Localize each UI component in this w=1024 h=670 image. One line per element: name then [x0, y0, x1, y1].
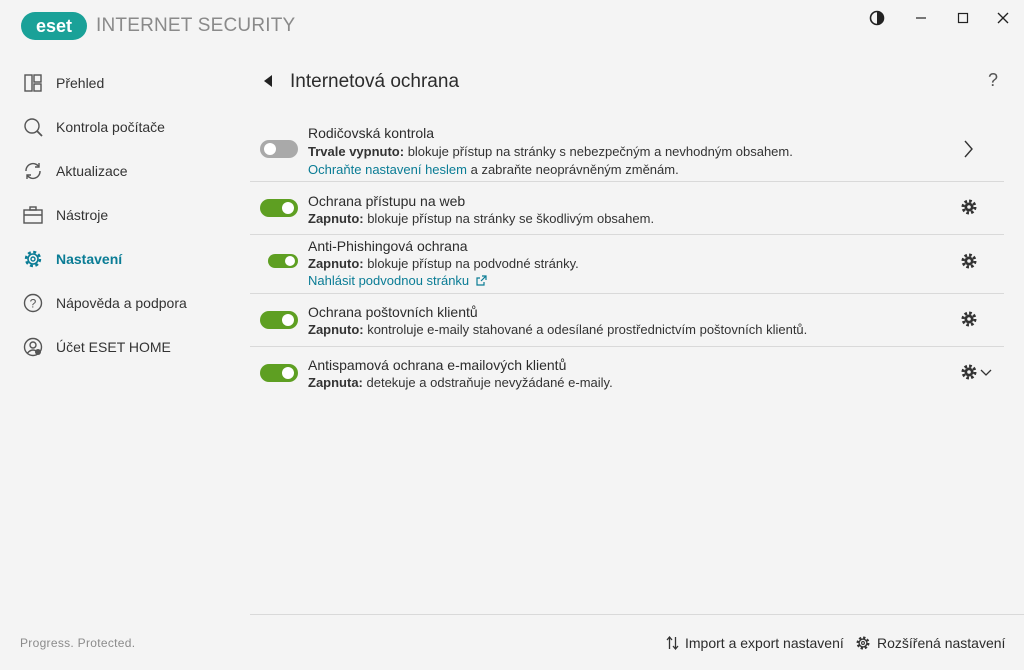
feature-parental-control	[250, 120, 1004, 182]
feature-web-access-protection	[250, 182, 1004, 235]
report-phishing-link[interactable]: Nahlásit podvodnou stránku	[308, 273, 470, 288]
status-label: Zapnuto:	[308, 256, 364, 271]
help-button[interactable]: ?	[988, 70, 999, 90]
feature-title: Ochrana poštovních klientů	[308, 304, 478, 320]
gear-icon[interactable]	[960, 363, 978, 381]
minimize-button[interactable]	[904, 4, 938, 32]
overview-icon	[22, 72, 44, 94]
gear-icon[interactable]	[960, 198, 978, 216]
maximize-icon	[957, 12, 969, 24]
feature-status	[308, 322, 807, 337]
sidebar-item-settings[interactable]	[0, 238, 250, 278]
sidebar-item-tools[interactable]	[0, 194, 250, 234]
status-text: blokuje přístup na stránky se škodlivým obsahem.	[363, 211, 655, 226]
sidebar-item-update[interactable]	[0, 150, 250, 190]
feature-title: Antispamová ochrana e-mailových klientů	[308, 357, 567, 373]
status-label: Zapnuto:	[308, 211, 364, 226]
svg-text:?: ?	[29, 296, 37, 311]
sidebar-item-computer-scan[interactable]	[0, 106, 250, 146]
app-header	[0, 0, 1024, 52]
feature-title: Rodičovská kontrola	[308, 125, 435, 141]
import-export-button[interactable]	[666, 635, 844, 651]
gear-icon	[22, 248, 44, 270]
chevron-down-icon[interactable]	[980, 369, 992, 377]
feature-anti-phishing	[250, 235, 1004, 294]
account-icon	[22, 336, 44, 358]
email-client-toggle[interactable]	[260, 311, 298, 329]
toolbox-icon	[22, 204, 44, 226]
product-name: INTERNET SECURITY	[96, 15, 296, 36]
password-protect-link[interactable]: Ochraňte nastavení heslem	[308, 162, 467, 177]
sidebar-item-eset-home[interactable]	[0, 326, 250, 366]
feature-antispam	[250, 347, 1004, 397]
search-icon	[22, 116, 44, 138]
feature-status	[308, 211, 654, 226]
sidebar-item-label: Nápověda a podpora	[56, 295, 187, 311]
gear-icon[interactable]	[960, 310, 978, 328]
sidebar-item-label: Aktualizace	[56, 163, 128, 179]
anti-phishing-toggle[interactable]	[268, 254, 298, 268]
theme-toggle-button[interactable]	[860, 4, 894, 32]
close-icon	[997, 12, 1009, 24]
close-button[interactable]	[986, 4, 1020, 32]
advanced-settings-label: Rozšířená nastavení	[877, 635, 1006, 651]
sidebar-item-label: Nastavení	[56, 251, 123, 267]
status-label: Zapnuto:	[308, 322, 364, 337]
sidebar-item-label: Přehled	[56, 75, 105, 91]
status-label: Zapnuta:	[308, 375, 363, 390]
feature-status	[308, 144, 793, 159]
status-text: blokuje přístup na podvodné stránky.	[363, 256, 579, 271]
feature-email-client-protection	[250, 294, 1004, 347]
feature-extra	[308, 273, 487, 288]
page-title: Internetová ochrana	[290, 71, 460, 92]
contrast-icon	[869, 10, 885, 26]
sidebar-item-label: Účet ESET HOME	[56, 339, 171, 355]
status-text: detekuje a odstraňuje nevyžádané e-maily.	[362, 375, 613, 390]
page-header	[250, 62, 1024, 102]
chevron-right-icon[interactable]	[962, 139, 974, 159]
back-arrow-icon[interactable]	[262, 74, 274, 88]
feature-extra	[308, 162, 679, 177]
sidebar-item-help[interactable]	[0, 282, 250, 322]
feature-status	[308, 256, 579, 271]
feature-status	[308, 375, 613, 390]
sidebar-item-overview[interactable]	[0, 62, 250, 102]
help-icon	[22, 292, 44, 314]
minimize-icon	[915, 12, 927, 24]
status-slogan: Progress. Protected.	[20, 636, 136, 650]
parental-control-toggle[interactable]	[260, 140, 298, 158]
import-export-icon	[666, 636, 679, 650]
web-access-toggle[interactable]	[260, 199, 298, 217]
feature-title: Ochrana přístupu na web	[308, 193, 466, 209]
logo-text: eset	[35, 16, 73, 36]
sidebar	[0, 60, 250, 620]
maximize-button[interactable]	[946, 4, 980, 32]
sidebar-item-label: Kontrola počítače	[56, 119, 165, 135]
status-text: blokuje přístup na stránky s nebezpečným a nevhodným obsahem.	[404, 144, 793, 159]
gear-icon[interactable]	[960, 252, 978, 270]
status-text: kontroluje e-maily stahované a odesílané prostřednictvím poštovních klientů.	[363, 322, 808, 337]
feature-title: Anti-Phishingová ochrana	[308, 238, 468, 254]
status-label: Trvale vypnuto:	[308, 144, 405, 159]
refresh-icon	[22, 160, 44, 182]
bottom-divider	[250, 614, 1024, 615]
advanced-settings-button[interactable]	[855, 635, 1005, 651]
link-suffix: a zabraňte neoprávněným změnám.	[466, 162, 679, 177]
import-export-label: Import a export nastavení	[685, 635, 844, 651]
eset-logo	[21, 12, 87, 40]
antispam-toggle[interactable]	[260, 364, 298, 382]
gear-icon	[855, 635, 871, 651]
external-link-icon	[476, 275, 487, 286]
sidebar-item-label: Nástroje	[56, 207, 109, 223]
